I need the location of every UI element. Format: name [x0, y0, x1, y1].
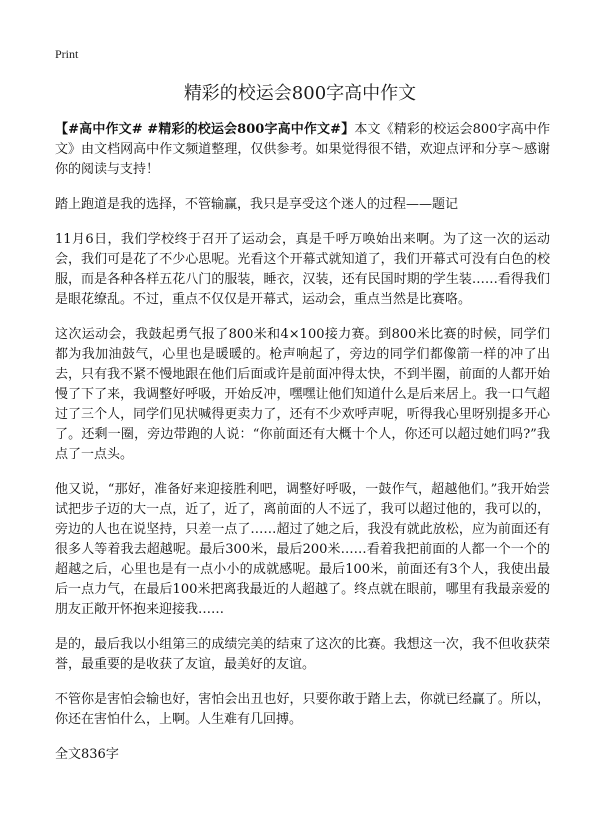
- word-count: 全文836字: [55, 747, 119, 762]
- page-title: 精彩的校运会800字高中作文: [183, 83, 417, 104]
- body-paragraph: 他又说，“那好，准备好来迎接胜利吧，调整好呼吸，一鼓作气，超越他们。”我开始尝试把步子迈的大一点，近了，近了，离前面的人不远了，我可以超过他的，我可以的，旁边的人也在说坚持，只差一点了……超过了她之后，我没有就此放松，应为前面还有很多人等着我去超越呢。最后300米，最后200米……看着我把前面的人都一个一个的超越之后，心里也是有一点小小的成就感呢。最后100米，前面还有3个人，我使出最后一点力气，在最后100米把离我最近的人超越了。终点就在眼前，哪里有我最亲爱的朋友正敞开怀抱来迎接我……: [55, 482, 550, 617]
- intro-paragraph: [55, 120, 550, 180]
- body-paragraph: 11月6日，我们学校终于召开了运动会，真是千呼万唤始出来啊。为了这一次的运动会，我们可是花了不少心思呢。光看这个开幕式就知道了，我们开幕式可没有白色的校服，而是各种各样五花八门的服装，睡衣，汉装，还有民国时期的学生装……看得我们是眼花缭乱。不过，重点不仅仅是开幕式，运动会，重点当然是比赛咯。: [55, 232, 550, 307]
- article-body: [55, 120, 550, 780]
- print-link[interactable]: Print: [55, 47, 79, 61]
- intro-text: 本文《精彩的校运会800字高中作文》由文档网高中作文频道整理，仅供参考。如果觉得很不错，欢迎点评和分享～感谢你的阅读与支持！: [55, 122, 550, 177]
- body-paragraph: 不管你是害怕会输也好，害怕会出丑也好，只要你敢于踏上去，你就已经赢了。所以，你还在害怕什么，上啊。人生难有几回搏。: [55, 692, 550, 727]
- body-paragraph: 这次运动会，我鼓起勇气报了800米和4×100接力赛。到800米比赛的时候，同学们都为我加油鼓气，心里也是暖暖的。枪声响起了，旁边的同学们都像箭一样的冲了出去，只有我不紧不慢地跟在他们后面或许是前面冲得太快，不到半圈，前面的人都开始慢了下了来，我调整好呼吸，开始反冲，嘿嘿让他们知道什么是后来居上。我一口气超过了三个人，同学们见状喊得更卖力了，还有不少欢呼声呢，听得我心里呀别提多开心了。还剩一圈，旁边带跑的人说：“你前面还有大概十个人，你还可以超过她们吗?”我点了一点头。: [55, 327, 550, 462]
- epigraph-paragraph: 踏上跑道是我的选择，不管输赢，我只是享受这个迷人的过程——题记: [55, 197, 459, 212]
- category-tag[interactable]: 【#高中作文# #精彩的校运会800字高中作文#】: [55, 122, 355, 137]
- body-paragraph: 是的，最后我以小组第三的成绩完美的结束了这次的比赛。我想这一次，我不但收获荣誉，最重要的是收获了友谊，最美好的友谊。: [55, 637, 550, 672]
